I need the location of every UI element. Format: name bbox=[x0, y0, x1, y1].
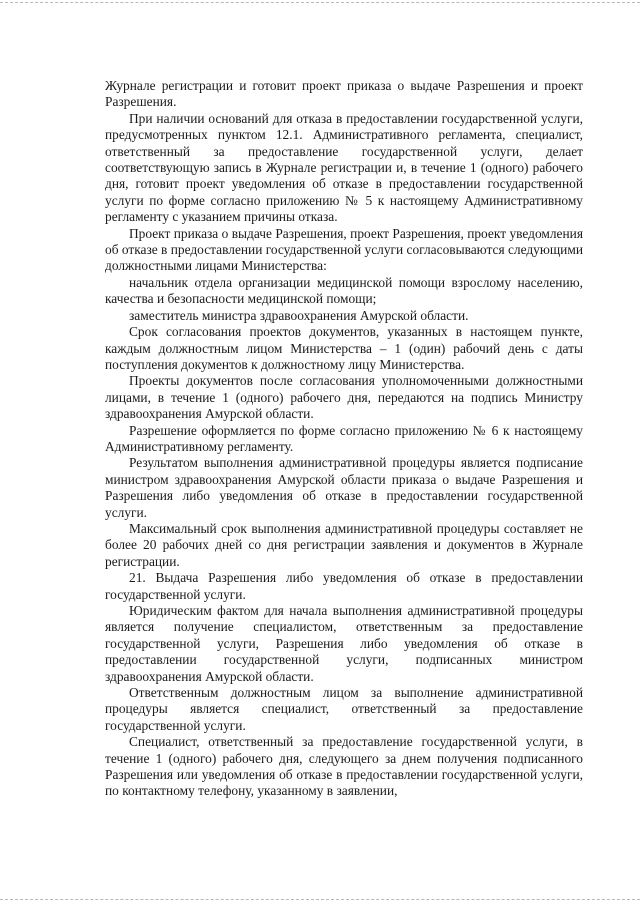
paragraph-approver-deputy: заместитель министра здравоохранения Амурской области. bbox=[129, 307, 469, 323]
paragraph-refusal-grounds: При наличии оснований для отказа в предоставлении государственной услуги, предусмотренных пунктом 12.1. Административного регламента, специалист, ответственный за предоставление государственной услуги, делает соответствующую запись в Журнале регистрации и, в течение 1 (одного) рабочего дня, готовит проект уведомления об отказе в предоставлении государственной услуги по форме согласно приложению № 5 к настоящему Административному регламенту с указанием причины отказа. bbox=[105, 110, 583, 225]
paragraph-procedure-result: Результатом выполнения административной процедуры является подписание министром здравоохранения Амурской области приказа о выдаче Разрешения и Разрешения либо уведомления об отказе в предоставлении государственной услуги. bbox=[105, 455, 583, 520]
paragraph-approver-head: начальник отдела организации медицинской помощи взрослому населению, качества и безопасности медицинской помощи; bbox=[105, 274, 583, 307]
paragraph-responsible-person: Ответственным должностным лицом за выполнение административной процедуры является специалист, ответственный за предоставление государственной услуги. bbox=[105, 685, 583, 733]
document-body bbox=[105, 78, 583, 800]
top-scan-border bbox=[0, 2, 640, 3]
paragraph-legal-fact: Юридическим фактом для начала выполнения административной процедуры является получение специалистом, ответственным за предоставление государственной услуги, Разрешения либо уведомления об отказе в предоставлении государственной услуги, подписанных министром здравоохранения Амурской области. bbox=[105, 603, 583, 684]
paragraph-max-term: Максимальный срок выполнения административной процедуры составляет не более 20 рабочих дней со дня регистрации заявления и документов в Журнале регистрации. bbox=[105, 520, 583, 569]
paragraph-approval-term: Срок согласования проектов документов, указанных в настоящем пункте, каждым должностным лицом Министерства – 1 (один) рабочий день с даты поступления документов к должностному лицу Министерства. bbox=[105, 324, 583, 372]
paragraph-continuation: Журнале регистрации и готовит проект приказа о выдаче Разрешения и проект Разрешения. bbox=[105, 78, 583, 110]
paragraph-notification: Специалист, ответственный за предоставление государственной услуги, в течение 1 (одного) рабочего дня, следующего за днем получения подписанного Разрешения или уведомления об отказе в предоставлении государственной услуги, по контактному телефону, указанному в заявлении, bbox=[105, 734, 583, 799]
paragraph-permit-form: Разрешение оформляется по форме согласно приложению № 6 к настоящему Административному регламенту. bbox=[105, 422, 583, 454]
bottom-scan-border bbox=[0, 899, 640, 900]
paragraph-signature-transfer: Проекты документов после согласования уполномоченными должностными лицами, в течение 1 (одного) рабочего дня, передаются на подпись Министру здравоохранения Амурской области. bbox=[105, 373, 583, 422]
section-21-heading: 21. Выдача Разрешения либо уведомления об отказе в предоставлении государственной услуги. bbox=[105, 570, 583, 602]
paragraph-approval: Проект приказа о выдаче Разрешения, проект Разрешения, проект уведомления об отказе в предоставлении государственной услуги согласовываются следующими должностными лицами Министерства: bbox=[105, 225, 583, 274]
